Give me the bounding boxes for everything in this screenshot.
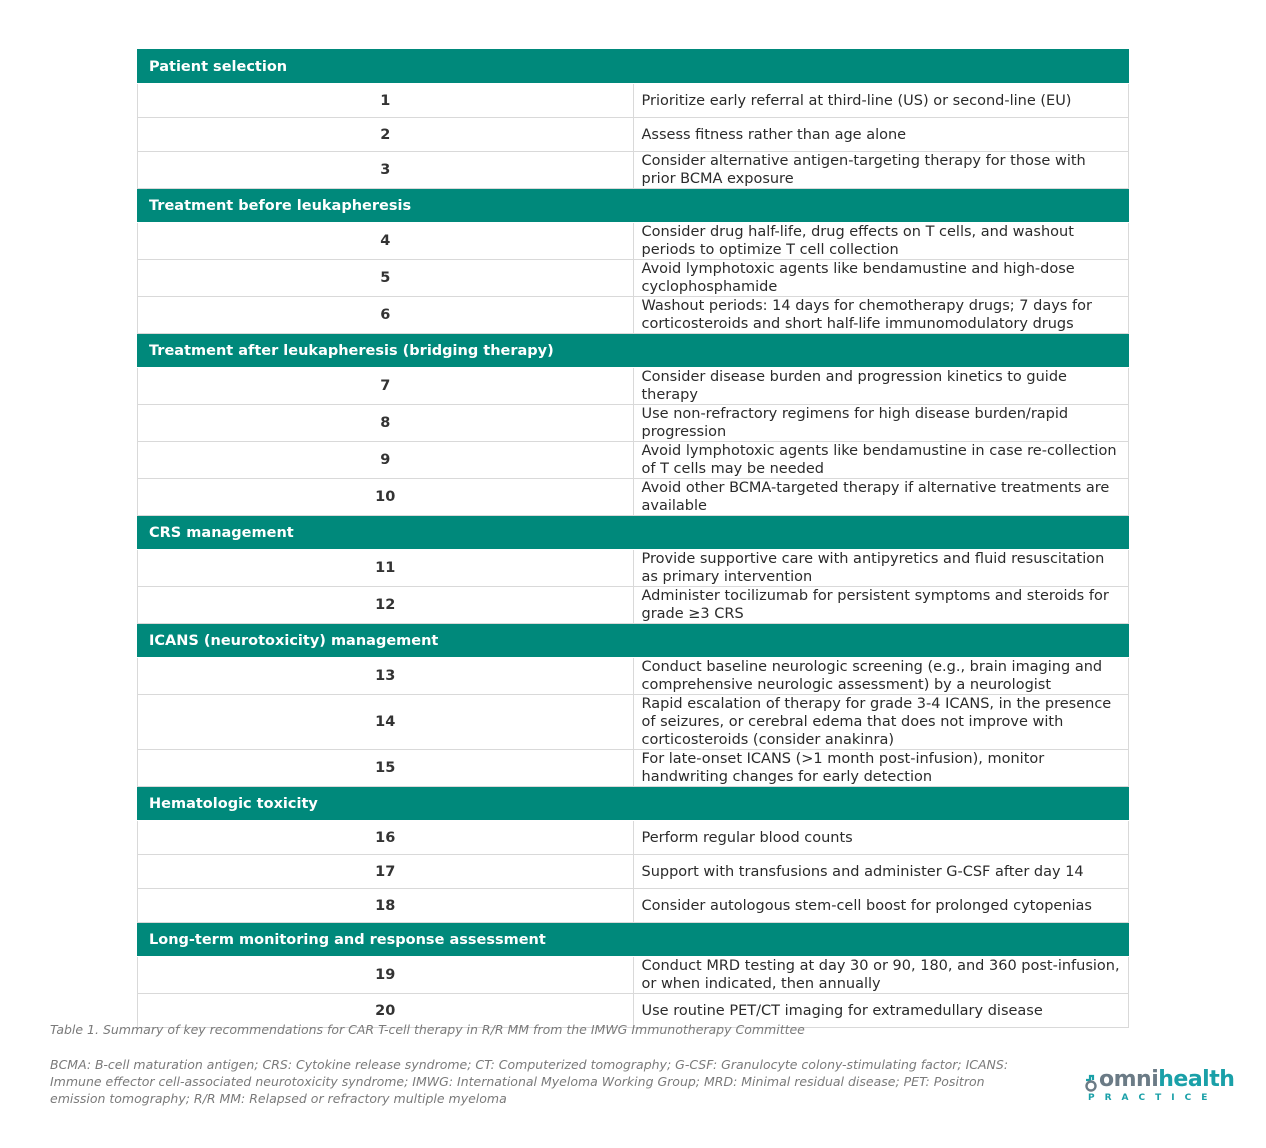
recommendation-text: Assess fitness rather than age alone xyxy=(633,118,1129,152)
recommendations-table xyxy=(137,49,1129,1028)
section-header-row xyxy=(138,624,1129,658)
recommendation-number: 13 xyxy=(138,658,634,695)
abbreviations-footnote: BCMA: B-cell maturation antigen; CRS: Cytokine release syndrome; CT: Computerized tomography; G-CSF: Granulocyte colony-stimulating factor; ICANS: Immune effector cell-associated neurotoxicity syndrome; IMWG: International Myeloma Working Group; MRD: Minimal residual disease; PET: Positron emission tomography; R/R MM: Relapsed or refractory multiple myeloma xyxy=(50,1057,1009,1106)
recommendation-number: 8 xyxy=(138,405,634,442)
table-row xyxy=(138,223,1129,260)
section-title: Hematologic toxicity xyxy=(138,787,1129,821)
recommendation-number: 11 xyxy=(138,550,634,587)
table-row xyxy=(138,442,1129,479)
recommendation-text: Consider drug half-life, drug effects on T cells, and washout periods to optimize T cell collection xyxy=(633,223,1129,260)
recommendation-text: Conduct baseline neurologic screening (e.g., brain imaging and comprehensive neurologic assessment) by a neurologist xyxy=(633,658,1129,695)
recommendation-number: 12 xyxy=(138,587,634,624)
recommendation-text: Use routine PET/CT imaging for extramedullary disease xyxy=(633,994,1129,1028)
recommendation-text: Consider alternative antigen-targeting therapy for those with prior BCMA exposure xyxy=(633,152,1129,189)
table-row xyxy=(138,405,1129,442)
recommendation-number: 7 xyxy=(138,368,634,405)
recommendation-text: Consider autologous stem-cell boost for prolonged cytopenias xyxy=(633,889,1129,923)
recommendation-number: 9 xyxy=(138,442,634,479)
table-row xyxy=(138,587,1129,624)
table-row xyxy=(138,550,1129,587)
section-header-row xyxy=(138,189,1129,223)
section-title: Treatment before leukapheresis xyxy=(138,189,1129,223)
section-header-row xyxy=(138,334,1129,368)
recommendation-number: 18 xyxy=(138,889,634,923)
recommendation-number: 10 xyxy=(138,479,634,516)
table-row xyxy=(138,479,1129,516)
table-row xyxy=(138,118,1129,152)
table-row xyxy=(138,695,1129,750)
recommendation-number: 4 xyxy=(138,223,634,260)
recommendation-text: Avoid lymphotoxic agents like bendamustine in case re-collection of T cells may be needed xyxy=(633,442,1129,479)
recommendation-text: Perform regular blood counts xyxy=(633,821,1129,855)
recommendation-text: Use non-refractory regimens for high disease burden/rapid progression xyxy=(633,405,1129,442)
section-title: Patient selection xyxy=(138,50,1129,84)
section-title: Long-term monitoring and response assessment xyxy=(138,923,1129,957)
table-row xyxy=(138,750,1129,787)
recommendation-number: 17 xyxy=(138,855,634,889)
omnihealth-logo xyxy=(1084,1067,1235,1108)
recommendation-text: For late-onset ICANS (>1 month post-infusion), monitor handwriting changes for early detection xyxy=(633,750,1129,787)
table-row xyxy=(138,84,1129,118)
section-title: Treatment after leukapheresis (bridging therapy) xyxy=(138,334,1129,368)
table-row xyxy=(138,368,1129,405)
recommendation-text: Avoid lymphotoxic agents like bendamustine and high-dose cyclophosphamide xyxy=(633,260,1129,297)
section-title: CRS management xyxy=(138,516,1129,550)
recommendation-number: 6 xyxy=(138,297,634,334)
recommendation-text: Rapid escalation of therapy for grade 3-4 ICANS, in the presence of seizures, or cerebral edema that does not improve with corticosteroids (consider anakinra) xyxy=(633,695,1129,750)
recommendation-number: 5 xyxy=(138,260,634,297)
table-row xyxy=(138,152,1129,189)
recommendation-text: Provide supportive care with antipyretics and fluid resuscitation as primary intervention xyxy=(633,550,1129,587)
section-header-row xyxy=(138,516,1129,550)
table-row xyxy=(138,260,1129,297)
logo-cross-icon xyxy=(1084,1074,1098,1092)
recommendation-number: 20 xyxy=(138,994,634,1028)
recommendation-number: 19 xyxy=(138,957,634,994)
table-row xyxy=(138,821,1129,855)
table-caption: Table 1. Summary of key recommendations for CAR T-cell therapy in R/R MM from the IMWG Immunotherapy Committee xyxy=(50,1022,805,1037)
table-row xyxy=(138,889,1129,923)
table-row xyxy=(138,658,1129,695)
logo-practice-text: PRACTICE xyxy=(1088,1093,1218,1103)
recommendation-text: Consider disease burden and progression kinetics to guide therapy xyxy=(633,368,1129,405)
section-header-row xyxy=(138,50,1129,84)
recommendation-number: 2 xyxy=(138,118,634,152)
recommendation-text: Administer tocilizumab for persistent symptoms and steroids for grade ≥3 CRS xyxy=(633,587,1129,624)
recommendation-number: 1 xyxy=(138,84,634,118)
recommendation-text: Prioritize early referral at third-line (US) or second-line (EU) xyxy=(633,84,1129,118)
recommendation-number: 16 xyxy=(138,821,634,855)
recommendation-text: Conduct MRD testing at day 30 or 90, 180, and 360 post-infusion, or when indicated, then annually xyxy=(633,957,1129,994)
table-row xyxy=(138,957,1129,994)
section-title: ICANS (neurotoxicity) management xyxy=(138,624,1129,658)
recommendation-number: 3 xyxy=(138,152,634,189)
table-row xyxy=(138,855,1129,889)
recommendation-text: Support with transfusions and administer G-CSF after day 14 xyxy=(633,855,1129,889)
logo-omni-text: omni xyxy=(1099,1067,1159,1092)
section-header-row xyxy=(138,923,1129,957)
recommendation-text: Avoid other BCMA-targeted therapy if alternative treatments are available xyxy=(633,479,1129,516)
recommendation-number: 14 xyxy=(138,695,634,750)
recommendation-text: Washout periods: 14 days for chemotherapy drugs; 7 days for corticosteroids and short half-life immunomodulatory drugs xyxy=(633,297,1129,334)
logo-health-text: health xyxy=(1158,1067,1235,1092)
table-row xyxy=(138,297,1129,334)
recommendation-number: 15 xyxy=(138,750,634,787)
section-header-row xyxy=(138,787,1129,821)
